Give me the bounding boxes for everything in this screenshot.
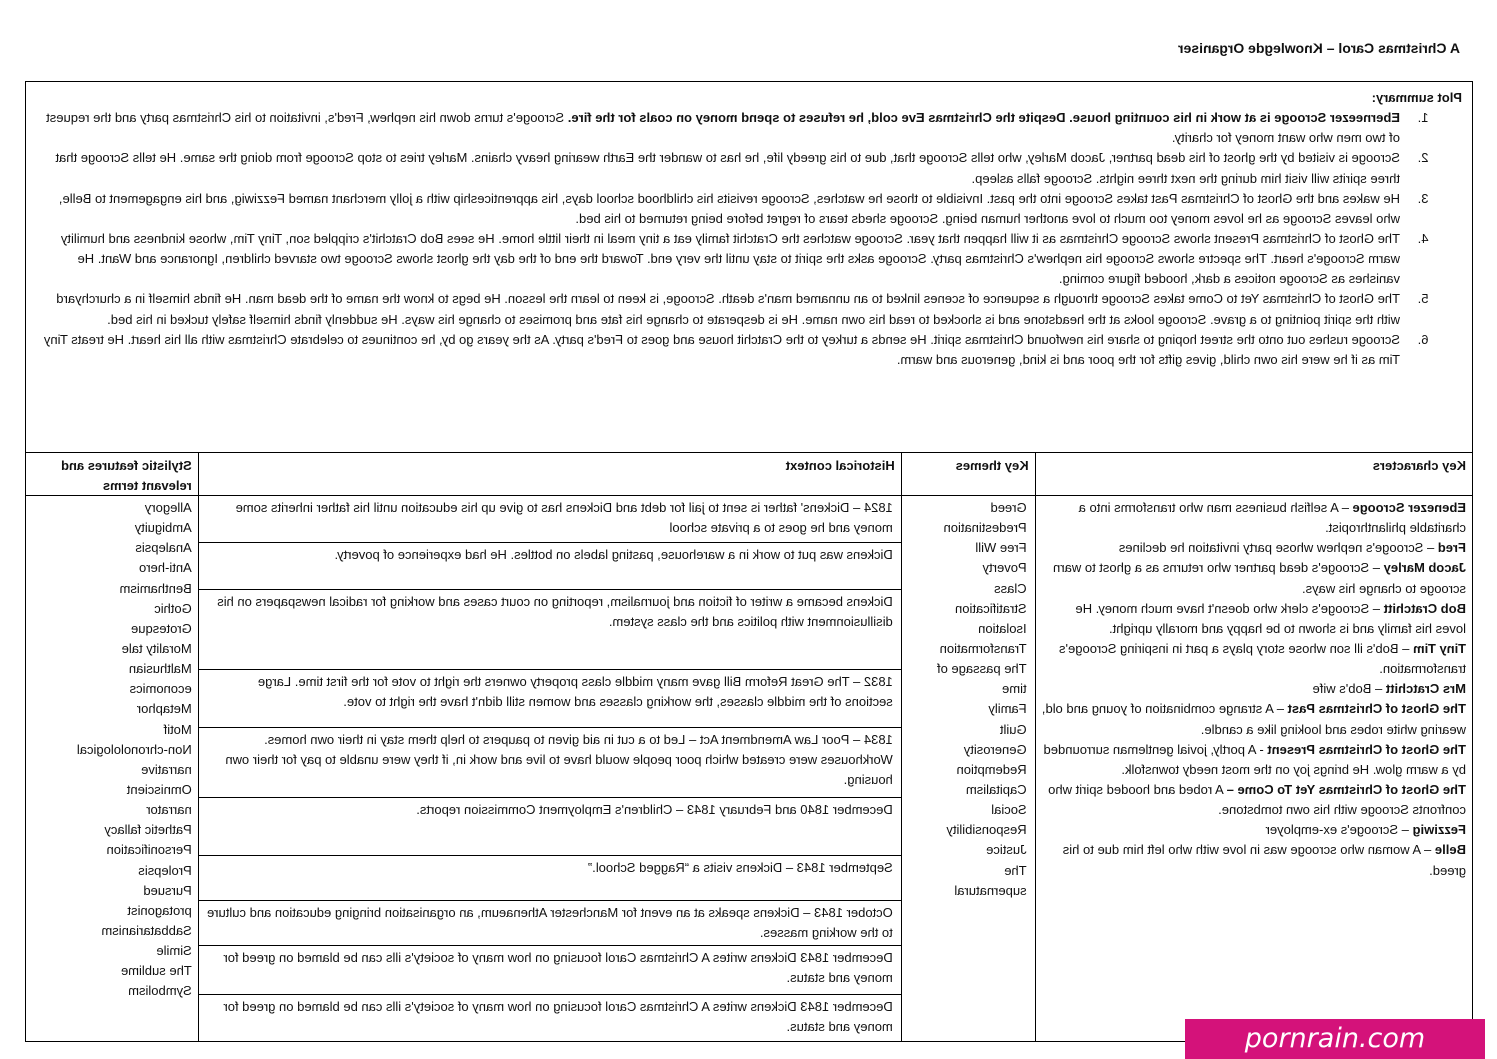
character-name: Ebenezer Scrooge	[1352, 500, 1466, 515]
plot-item-text: The Ghost of Christmas Yet to Come takes Scrooge through a sequence of scenes linked to an unnamed man's death. Scrooge, is keen to learn the lesson. He begs to know the name of the dead man. He finds himself in a churchyard with the spirit pointing to a grave. Scrooge looks at the headstone and is shocked to read his own name. He is desperate to change his fate and promises to change his ways. He suddenly finds himself safely tucked in his bed.	[56, 291, 1400, 327]
plot-item	[36, 289, 1414, 329]
organiser-grid	[25, 452, 1473, 1042]
character-entry	[1042, 840, 1466, 880]
theme-item: supernatural	[954, 882, 1027, 898]
context-row: September 1843 – Dickens visits a “Ragged School.”	[199, 856, 901, 901]
term-item: Simile	[156, 943, 192, 959]
plot-item	[36, 229, 1414, 289]
plot-item-text: Scrooge rushes out onto the street hoping to share his newfound Christmas spirit. He sends a turkey to the Cratchit house and goes to Fred's party. As the years go by, he continues to celebrate Christmas with all his heart. He treats Tiny Tim as if he were his own child, gives gifts for the poor and is kind, generous and warm.	[43, 331, 1400, 367]
character-name: Tiny Tim	[1413, 640, 1466, 656]
character-description: – A selfish business man who transforms into a charitable philanthropist.	[1078, 500, 1466, 536]
term-item: protagonist	[127, 902, 192, 918]
key-themes-column	[901, 452, 1035, 1041]
historical-context-heading: Historical context	[199, 452, 901, 496]
character-entry	[1042, 699, 1466, 739]
key-characters-column	[1035, 452, 1472, 1041]
key-themes-heading: Key themes	[902, 452, 1035, 496]
theme-item: Stratification	[955, 600, 1027, 616]
context-row: December 1843 Dickens writes A Christmas Carol focusing on how many of society's ills can be blamed on greed for money and status.	[223, 999, 893, 1035]
character-description: – Bob's ill son whose story plays a part in inspiring Scrooge's transformation.	[1059, 640, 1466, 677]
plot-item-text: Scrooge's turns down his nephew, Fred's, invitation to his Christmas party and the request of two men who want money for charity.	[46, 110, 1400, 146]
key-characters-heading: Key characters	[1036, 452, 1472, 496]
character-name: The Ghost of Christmas Present	[1267, 741, 1466, 757]
key-characters-list	[1036, 496, 1472, 883]
theme-item: Responsibility	[946, 822, 1027, 838]
character-description: – Scrooge's dead partner who returns as a ghost to warn scrooge to change his ways.	[1053, 560, 1466, 596]
plot-summary-heading: Plot summary:	[1371, 90, 1462, 105]
character-name: Fezziwig	[1412, 822, 1466, 838]
context-row: Dickens was put to work in a warehouse, pasting labels on bottles. He had experience of poverty.	[199, 543, 901, 590]
character-description: – Scrooge's clerk who doesn't have much money. He loves his family and is shown to be happy and morally upright.	[1075, 600, 1466, 636]
historical-context-list	[199, 496, 901, 1055]
term-item: narrative	[141, 761, 192, 777]
plot-item-text: Scrooge is visited by the ghost of his dead partner, Jacob Marley, who tells Scrooge that, due to his greedy life, he has to wander the Earth wearing heavy chains. Marley tries to stop Scrooge from doing the same. He tells Scrooge that three spirits will visit him during the next three nights. Scrooge falls asleep.	[55, 150, 1400, 186]
context-row: December 1843 Dickens writes A Christmas Carol focusing on how many of society's ills can be blamed on greed for money and status.	[199, 946, 901, 995]
plot-item	[36, 108, 1414, 148]
theme-item: Generosity	[963, 741, 1027, 757]
term-item: Symbolism	[128, 983, 192, 999]
character-description: - A portly, jovial gentleman surrounded by a warm glow. He brings joy on the most needy townsfolk.	[1043, 741, 1466, 777]
term-item: narrator	[146, 802, 192, 818]
context-row: Dickens became a writer of fiction and journalism, reporting on court cases and working for radical newspapers on his disillusionment with politics and the class system.	[199, 590, 901, 670]
term-item: Prolepsis	[138, 862, 192, 878]
theme-item: time	[1002, 681, 1027, 697]
term-item: Pursued	[143, 882, 192, 898]
character-entry	[1042, 558, 1466, 598]
theme-item: Class	[994, 580, 1027, 596]
plot-item	[36, 189, 1414, 229]
character-description: – Bob's wife	[1312, 681, 1386, 697]
term-item: The sublime	[120, 963, 192, 979]
character-entry	[1042, 679, 1466, 699]
term-item: Grotesque	[131, 620, 192, 636]
character-entry	[1042, 780, 1466, 820]
character-description: A robed and hooded spirit who confronts Scrooge with his own tombstone.	[1048, 781, 1466, 818]
term-item: Omniscient	[126, 781, 192, 797]
plot-item-bold-text: Eberneezer Scrooge is at work in his counting house. Despite the Christmas Eve cold, he refuses to spend money on coals for the fire.	[567, 110, 1400, 126]
character-entry	[1042, 740, 1466, 780]
theme-item: Redemption	[956, 761, 1027, 777]
theme-item: The passage of	[936, 661, 1027, 677]
page-title: A Christmas Carol – Knowlegde Organiser	[1178, 40, 1460, 56]
theme-item: Free Will	[975, 540, 1027, 556]
theme-item: Transformation	[939, 640, 1027, 656]
theme-item: Capitalism	[965, 781, 1027, 797]
context-row: 1824 – Dickens' father is sent to jail for debt and Dickens has to give up his education until his father inherits some money and he goes to a private school	[199, 496, 901, 543]
character-entry	[1042, 538, 1466, 558]
theme-item: Family	[988, 701, 1027, 717]
character-name: Mrs Cratchitt	[1385, 681, 1466, 697]
character-name: Jacob Marley	[1383, 560, 1466, 576]
character-name: Bob Cratchitt	[1383, 600, 1466, 616]
context-row: December 1840 and February 1843 – Children's Employment Commission reports.	[199, 798, 901, 856]
term-item: Ambiguity	[134, 520, 192, 536]
term-item: Metaphor	[136, 701, 192, 717]
character-entry	[1042, 498, 1466, 538]
term-item: Non-chronolological	[76, 741, 192, 757]
character-description: – Scrooge's ex-employer	[1265, 822, 1413, 838]
theme-item: Justice	[986, 842, 1027, 858]
plot-item-text: The Ghost of Christmas Present shows Scrooge Christmas as it will happen that year. Scrooge watches the Cratchit family eat a tiny meal in their little home. He sees Bob Cratchit's crippled son, Tiny Tim, whose kindness and humility warm Scrooge's heart. The spectre shows Scrooge his nephew's Christmas party. Scrooge asks the spirit to stay until the very end. Toward the end of the day the ghost shows Scrooge two starved children, Ignorance and Want. He vanishes as Scrooge notices a dark, hooded figure coming.	[60, 230, 1400, 287]
character-name: The Ghost of Christmas Yet To Come –	[1226, 781, 1466, 797]
key-themes-list	[902, 496, 1035, 903]
character-entry	[1042, 639, 1466, 679]
term-item: Pathetic fallacy	[104, 822, 192, 838]
plot-item	[36, 148, 1414, 188]
term-item: Gothic	[154, 600, 192, 616]
character-entry	[1042, 820, 1466, 840]
character-name: Belle	[1434, 842, 1466, 858]
term-item: economics	[129, 681, 192, 697]
plot-summary-box	[25, 81, 1473, 453]
theme-item: The	[1004, 862, 1027, 878]
context-row: October 1843 – Dickens speaks at an event for Manchester Athenaeum, an organisation bringing education and culture to the working masses.	[199, 901, 901, 946]
character-description: – A strange combination of young and old, wearing white robes and looking like a candle.	[1041, 701, 1466, 737]
term-item: Analepsis	[135, 540, 192, 556]
historical-context-column	[198, 452, 901, 1041]
stylistic-terms-column	[26, 452, 198, 1041]
theme-item: Isolation	[978, 620, 1027, 636]
term-item: Motif	[163, 721, 192, 737]
theme-item: Poverty	[982, 560, 1027, 576]
term-item: Malthusian	[128, 661, 192, 677]
term-item: Sabbatarianism	[101, 922, 192, 938]
term-item: Benthamism	[119, 580, 192, 596]
stylistic-terms-list	[26, 496, 198, 1004]
watermark-banner: pornrain.com	[1185, 1019, 1485, 1059]
character-name: Fred	[1437, 540, 1466, 556]
character-entry	[1042, 599, 1466, 639]
term-item: Allegory	[144, 500, 192, 515]
character-description: – A woman who scrooge was in love with who left him due to his greed.	[1062, 842, 1466, 878]
context-row: 1834 – Poor Law Amendment Act – Led to a cut in aid given to paupers to help them stay in their own homes. Workhouses were created which poor people would have to live and work in, if they were unable to pay for their own housing.	[199, 728, 901, 798]
character-name: The Ghost of Christmas Past	[1287, 701, 1466, 717]
plot-summary-list	[36, 108, 1462, 370]
theme-item: Social	[991, 802, 1027, 818]
theme-item: Guilt	[999, 721, 1027, 737]
stylistic-terms-heading: Stylistic features and relevant terms	[26, 452, 198, 496]
theme-item: Predestination	[943, 520, 1027, 536]
term-item: Personification	[106, 842, 192, 858]
plot-item	[36, 330, 1414, 370]
theme-item: Greed	[990, 500, 1027, 515]
term-item: Morality tale	[121, 640, 192, 656]
plot-item-text: He wakes and the Ghost of Christmas Past takes Scrooge into the past. Invisible to those he watches, Scrooge revisits his childhood school days, his apprenticeship with a jolly merchant named Fezziwig, and his engagement to Belle, who leaves Scrooge as he loves money too much to love another human being. Scrooge sheds tears of regret before being returned to his bed.	[58, 190, 1400, 226]
context-row: 1832 – The Great Reform Bill gave many middle class property owners the right to vote for the first time. Large sections of the middle classes, the working classes and women still didn't have the right to vote.	[199, 670, 901, 728]
character-description: – Scrooge's nephew whose party invitation he declines	[1118, 540, 1438, 556]
term-item: Anti-hero	[139, 560, 192, 576]
